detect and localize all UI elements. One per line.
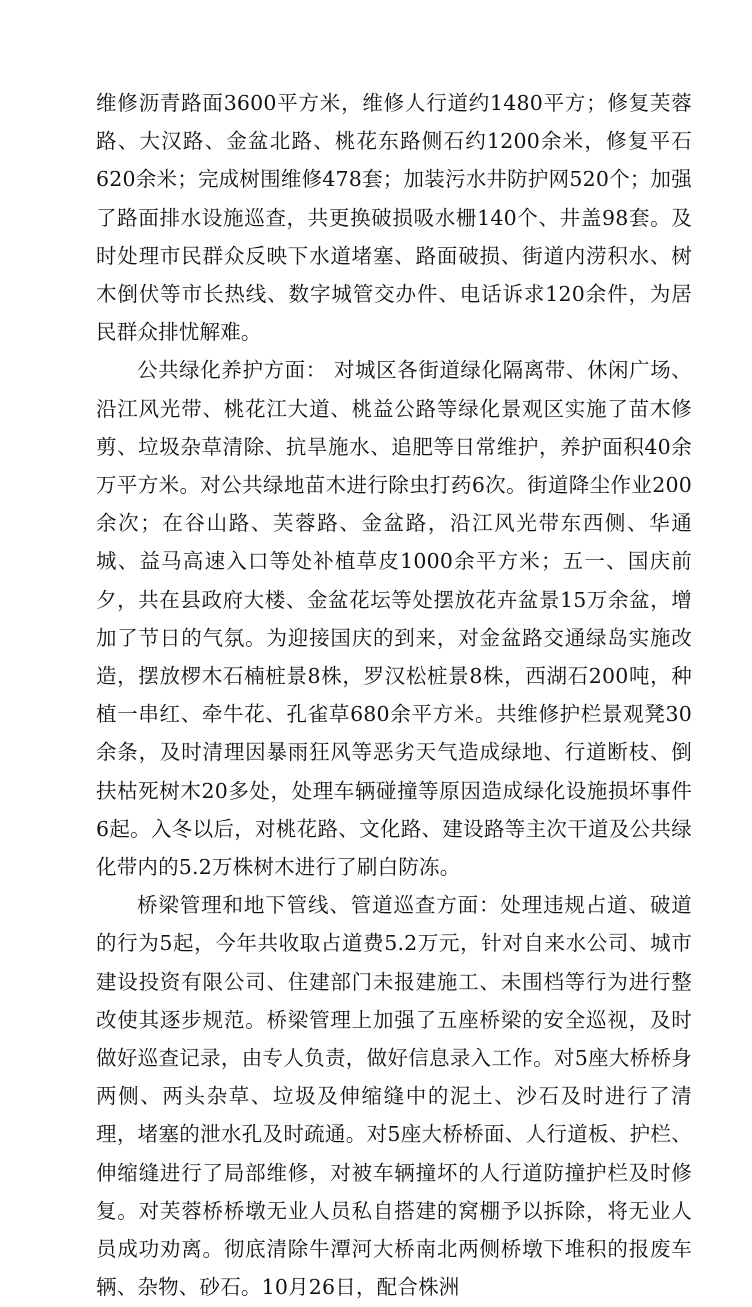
document-page [96, 84, 692, 1307]
paragraph-greening-maintenance: 公共绿化养护方面： 对城区各街道绿化隔离带、休闲广场、沿江风光带、桃花江大道、桃益公路等绿化景观区实施了苗木修剪、垃圾杂草清除、抗旱施水、追肥等日常维护，养护面积40余万平方米。对公共绿地苗木进行除虫打药6次。街道降尘作业200余次；在谷山路、芙蓉路、金盆路，沿江风光带东西侧、华通城、益马高速入口等处补植草皮1000余平方米；五一、国庆前夕，共在县政府大楼、金盆花坛等处摆放花卉盆景15万余盆，增加了节日的气氛。为迎接国庆的到来，对金盆路交通绿岛实施改造，摆放椤木石楠桩景8株，罗汉松桩景8株，西湖石200吨，种植一串红、牵牛花、孔雀草680余平方米。共维修护栏景观凳30余条，及时清理因暴雨狂风等恶劣天气造成绿地、行道断枝、倒扶枯死树木20多处，处理车辆碰撞等原因造成绿化设施损坏事件6起。入冬以后，对桃花路、文化路、建设路等主次干道及公共绿化带内的5.2万株树木进行了刷白防冻。 [96, 358, 692, 880]
paragraph-road-maintenance: 维修沥青路面3600平方米，维修人行道约1480平方；修复芙蓉路、大汉路、金盆北路、桃花东路侧石约1200余米，修复平石620余米；完成树围维修478套；加装污水井防护网520个；加强了路面排水设施巡查，共更换破损吸水栅140个、井盖98套。及时处理市民群众反映下水道堵塞、路面破损、街道内涝积水、树木倒伏等市长热线、数字城管交办件、电话诉求120余件，为居民群众排忧解难。 [96, 91, 692, 345]
paragraph-bridge-management: 桥梁管理和地下管线、管道巡查方面：处理违规占道、破道的行为5起，今年共收取占道费5.2万元，针对自来水公司、城市建设投资有限公司、住建部门未报建施工、未围档等行为进行整改使其逐步规范。桥梁管理上加强了五座桥梁的安全巡视，及时做好巡查记录，由专人负责，做好信息录入工作。对5座大桥桥身两侧、两头杂草、垃圾及伸缩缝中的泥土、沙石及时进行了清理，堵塞的泄水孔及时疏通。对5座大桥桥面、人行道板、护栏、伸缩缝进行了局部维修，对被车辆撞坏的人行道防撞护栏及时修复。对芙蓉桥桥墩无业人员私自搭建的窝棚予以拆除，将无业人员成功劝离。彻底清除牛潭河大桥南北两侧桥墩下堆积的报废车辆、杂物、砂石。10月26日，配合株洲 [96, 893, 692, 1300]
